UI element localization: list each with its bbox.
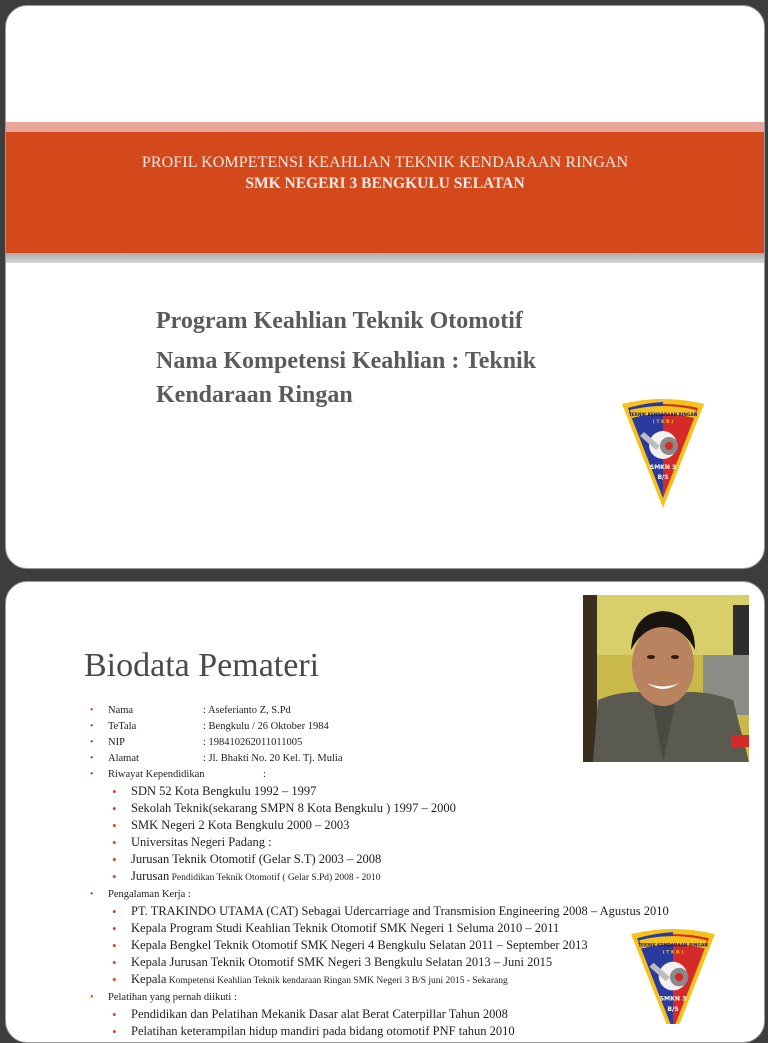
list-item bbox=[90, 954, 710, 971]
biodata-title: Biodata Pemateri bbox=[84, 647, 320, 684]
competency-title: Nama Kompetensi Keahlian : Teknik Kendaraan Ringan bbox=[156, 348, 537, 408]
bullet-icon: • bbox=[112, 1007, 117, 1022]
work-item-detail: Kompetensi Keahlian Teknik kendaraan Ringan SMK Negeri 3 B/S juni 2015 - Sekarang bbox=[166, 976, 508, 986]
work-heading: Pengalaman Kerja : bbox=[108, 889, 191, 900]
education-item: SDN 52 Kota Bengkulu 1992 – 1997 bbox=[131, 784, 317, 798]
header-subtitle: SMK NEGERI 3 BENGKULU SELATAN bbox=[245, 175, 525, 192]
bullet-icon: • bbox=[112, 921, 117, 936]
bullet-icon: • bbox=[112, 955, 117, 970]
work-item-prefix: Kepala bbox=[131, 972, 167, 986]
education-colon: : bbox=[263, 769, 266, 780]
bullet-icon: • bbox=[112, 835, 117, 850]
bullet-icon: • bbox=[112, 938, 117, 953]
field-value: : Jl. Bhakti No. 20 Kel. Tj. Mulia bbox=[203, 753, 343, 764]
work-item: Kepala Bengkel Teknik Otomotif SMK Negeri 4 Bengkulu Selatan 2011 – September 2013 bbox=[131, 938, 588, 952]
bullet-icon: • bbox=[90, 721, 94, 732]
logo-bottom-text-2: B/S bbox=[667, 1005, 679, 1013]
title-slide bbox=[5, 5, 765, 569]
bullet-icon: • bbox=[112, 904, 117, 919]
list-item bbox=[90, 735, 710, 751]
education-item: Sekolah Teknik(sekarang SMPN 8 Kota Bengkulu ) 1997 – 2000 bbox=[131, 801, 456, 815]
education-item: Jurusan Teknik Otomotif (Gelar S.T) 2003 – 2008 bbox=[131, 852, 382, 866]
logo-abbr: ( T K R ) bbox=[662, 950, 684, 956]
bullet-icon: • bbox=[90, 769, 94, 780]
list-item bbox=[90, 703, 710, 719]
field-label: TeTala bbox=[108, 721, 137, 732]
work-item: Kepala Jurusan Teknik Otomotif SMK Negeri 3 Bengkulu Selatan 2013 – Juni 2015 bbox=[131, 955, 553, 969]
header-band-top-stripe bbox=[6, 122, 764, 132]
list-item bbox=[90, 920, 710, 937]
logo-bottom-text-1: SMKN 3 bbox=[649, 464, 677, 471]
education-item-detail: Pendidikan Teknik Otomotif ( Gelar S.Pd) 2008 - 2010 bbox=[169, 873, 381, 883]
bullet-icon: • bbox=[90, 889, 94, 900]
field-label: NIP bbox=[108, 737, 125, 748]
field-value: : Bengkulu / 26 Oktober 1984 bbox=[203, 721, 329, 732]
logo-abbr: ( T K R ) bbox=[652, 420, 674, 425]
list-item bbox=[90, 751, 710, 767]
training-item: Pendidikan dan Pelatihan Mekanik Dasar alat Berat Caterpillar Tahun 2008 bbox=[131, 1007, 508, 1021]
list-item bbox=[90, 719, 710, 735]
section-heading-training bbox=[90, 990, 710, 1006]
work-item: PT. TRAKINDO UTAMA (CAT) Sebagai Udercarriage and Transmision Engineering 2008 – Agustus 2010 bbox=[131, 904, 669, 918]
list-item bbox=[90, 800, 710, 817]
bullet-icon: • bbox=[90, 992, 94, 1003]
field-label: Alamat bbox=[108, 753, 139, 764]
education-item-prefix: Jurusan bbox=[131, 869, 170, 883]
list-item bbox=[90, 937, 710, 954]
list-item bbox=[90, 971, 710, 990]
program-title: Program Keahlian Teknik Otomotif bbox=[156, 308, 523, 334]
logo-top-text: TEKNIK KENDARAAN RINGAN bbox=[628, 412, 698, 417]
bullet-icon: • bbox=[90, 705, 94, 716]
bullet-icon: • bbox=[112, 784, 117, 799]
list-item bbox=[90, 783, 710, 800]
bullet-icon: • bbox=[112, 1024, 117, 1039]
field-value: : Aseferianto Z, S.Pd bbox=[203, 705, 291, 716]
bullet-icon: • bbox=[112, 818, 117, 833]
list-item bbox=[90, 817, 710, 834]
list-item bbox=[90, 868, 710, 887]
logo-bottom-text-2: B/S bbox=[657, 474, 669, 481]
list-item bbox=[90, 903, 710, 920]
bullet-icon: • bbox=[112, 852, 117, 867]
education-item: SMK Negeri 2 Kota Bengkulu 2000 – 2003 bbox=[131, 818, 350, 832]
education-heading: Riwayat Kependidikan bbox=[108, 769, 205, 780]
list-item bbox=[90, 851, 710, 868]
list-item bbox=[90, 1023, 710, 1040]
tkr-logo-small bbox=[629, 928, 717, 1024]
training-item: Pelatihan keterampilan hidup mandiri pada bidang otomotif PNF tahun 2010 bbox=[131, 1024, 515, 1038]
work-item: Kepala Program Studi Keahlian Teknik Otomotif SMK Negeri 1 Seluma 2010 – 2011 bbox=[131, 921, 560, 935]
field-value: : 198410262011011005 bbox=[203, 737, 303, 748]
logo-top-text: TEKNIK KENDARAAN RINGAN bbox=[638, 943, 708, 949]
section-heading-education bbox=[90, 767, 710, 783]
education-item: Universitas Negeri Padang : bbox=[131, 835, 272, 849]
list-item bbox=[90, 834, 710, 851]
biodata-list bbox=[90, 703, 710, 1040]
header-band-shadow bbox=[6, 253, 764, 263]
logo-bottom-text-1: SMKN 3 bbox=[659, 995, 687, 1003]
tkr-logo bbox=[620, 398, 706, 510]
training-heading: Pelatihan yang pernah diikuti : bbox=[108, 992, 237, 1003]
section-heading-work bbox=[90, 887, 710, 903]
header-title: PROFIL KOMPETENSI KEAHLIAN TEKNIK KENDARAAN RINGAN bbox=[141, 154, 629, 171]
bullet-icon: • bbox=[112, 869, 117, 884]
bullet-icon: • bbox=[112, 801, 117, 816]
field-label: Nama bbox=[108, 705, 134, 716]
bullet-icon: • bbox=[90, 737, 94, 748]
list-item bbox=[90, 1006, 710, 1023]
bullet-icon: • bbox=[90, 753, 94, 764]
bullet-icon: • bbox=[112, 972, 117, 987]
